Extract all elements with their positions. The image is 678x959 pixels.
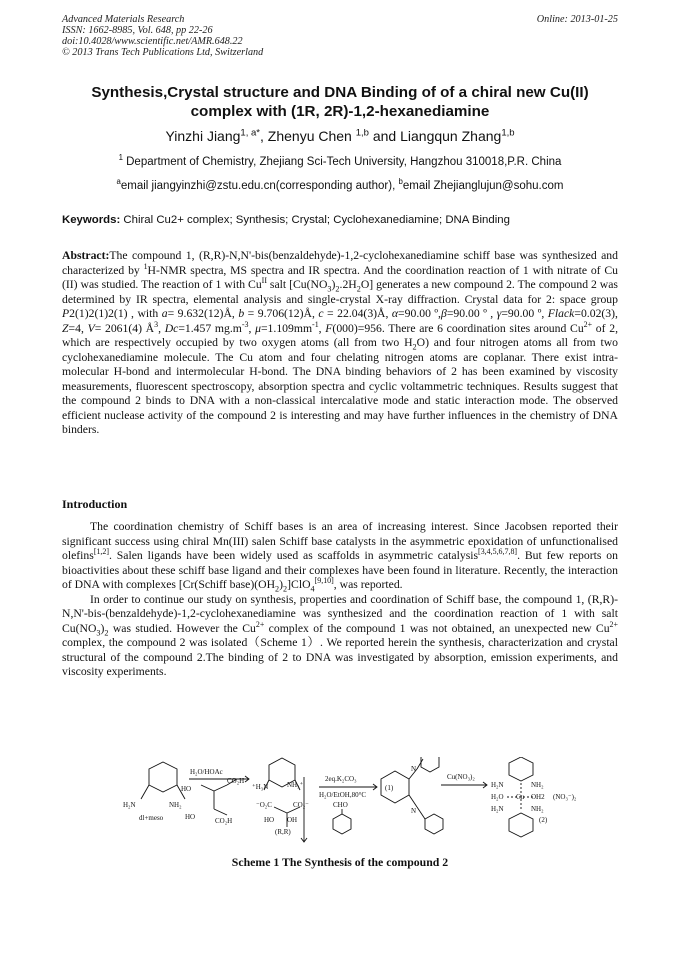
product-h2o: H₂O bbox=[491, 793, 504, 801]
abstract-text: ) bbox=[331, 278, 336, 291]
affiliation-sup: 1 bbox=[118, 153, 123, 163]
abstract-text: =0.02(3), bbox=[574, 307, 618, 320]
abstract-italic: b bbox=[238, 307, 245, 320]
intro-sub: 2 bbox=[104, 627, 109, 637]
label-co2h: CO₂H bbox=[227, 777, 245, 785]
abstract-text: (000)=956. There are 6 coordination sites around Cu bbox=[332, 321, 584, 335]
label-rr: (R,R) bbox=[275, 828, 291, 836]
abstract-text: =4, bbox=[68, 321, 88, 335]
intro-paragraph-2 bbox=[62, 593, 618, 680]
intro-text: The coordination chemistry of Schiff bases is an area of increasing interest. Since Jacobsen reported their significant success using chiral Mn(III) salen Schiff base catalysts in the asymmetric epoxidation of unfunctionalised olefins bbox=[62, 520, 618, 562]
abstract-text: =1.457 mg.m bbox=[178, 321, 242, 335]
abstract-text: O) and four nitrogen atoms all from two cyclohexanediamine molecule. The Cu atom and four chelating nitrogen atoms are coplanar. There exist intra-molecular H-bond and intermolecular H-bond. The DNA binding behaviors of 2 has been examined by viscosity measurements, fluorescent spectroscopy, absorption spectra and cyclic voltammetric techniques. Results suggest that the compound 2 binds to DNA with a non-classical intercalative mode and static interaction mode. The observed efficient nuclease activity of the compound 2 is interesting and may have further influences in the chemistry of DNA binders. bbox=[62, 336, 618, 436]
intro-sub: 3 bbox=[96, 627, 101, 637]
abstract-text: = 9.632(12)Å, bbox=[167, 307, 239, 320]
abstract-italic: a bbox=[161, 307, 168, 320]
email-a-sup: a bbox=[116, 177, 121, 187]
abstract-text: salt [Cu(NO bbox=[266, 278, 328, 291]
author-list bbox=[62, 128, 618, 144]
abstract-text: =1.109mm bbox=[260, 321, 313, 335]
intro-text: was studied. However the Cu bbox=[108, 621, 256, 635]
intro-sub: 2 bbox=[275, 584, 280, 594]
abstract-italic: β bbox=[440, 307, 447, 320]
compound-1-label: (1) bbox=[385, 784, 394, 792]
keywords-text: Chiral Cu2+ complex; Synthesis; Crystal; Cyclohexanediamine; DNA Binding bbox=[120, 214, 510, 226]
abstract-text: = 2061(4) Å bbox=[94, 321, 155, 335]
label-ho-salt: HO bbox=[264, 816, 275, 824]
abstract-sup: 2+ bbox=[583, 319, 593, 329]
abstract-text: H-NMR spectra, MS spectra and IR spectra. And the coordination reaction of 1 with nitrate of Cu (II) was studied. The reaction of 1 with Cu bbox=[62, 263, 619, 291]
citation: [9,10] bbox=[314, 576, 334, 586]
label-co2-minus: CO₂⁻ bbox=[293, 801, 309, 809]
intro-text: . Salen ligands have been widely used as scaffolds in asymmetric catalysis bbox=[109, 549, 479, 562]
label-nh2: NH₂ bbox=[169, 801, 182, 809]
label-nh3-a: ⁺H₃N bbox=[252, 783, 269, 791]
abstract-italic: γ bbox=[496, 307, 502, 320]
label-oh-salt: OH bbox=[287, 816, 298, 824]
intro-text: ) bbox=[100, 621, 105, 635]
abstract-text: 2(1)2(1)2(1) , with bbox=[69, 307, 162, 320]
abstract-text: = 22.04(3)Å, bbox=[323, 307, 392, 320]
reaction-1-condition: H₂O/HOAc bbox=[190, 768, 223, 776]
intro-text: ]ClO bbox=[287, 578, 311, 591]
author-2: , Zhenyu Chen bbox=[260, 128, 356, 144]
abstract-text: The compound 1, (R,R)-N,N'-bis(benzaldehyde)-1,2-cyclohexanediamine schiff base was synthesized and characterized by bbox=[62, 249, 618, 277]
intro-text: In order to continue our study on synthesis, properties and coordination of Schiff base, the compound 1, (R,R)-N,N'-bis-(benzaldehyde)-1,2-cyclohexanediamine was synthesized and the coordination reaction of 1 with salt Cu(NO bbox=[62, 592, 618, 635]
abstract-sup: II bbox=[261, 276, 267, 286]
abstract-text: =90.00 º , bbox=[446, 307, 497, 320]
author-3: and Liangqun Zhang bbox=[368, 128, 502, 144]
product-nitrate: (NO₃⁻)₂ bbox=[553, 793, 577, 801]
intro-text: . But few reports on bioactivities about these schiff base ligand and their complexes have been found in literature. Recently, the interaction of DNA with complexes [Cr(Schiff base)(OH bbox=[62, 549, 618, 591]
label-o2c: ⁻O₂C bbox=[256, 801, 272, 809]
abstract-text: =90.00 º, bbox=[501, 307, 548, 320]
label-co2h-2: CO₂H bbox=[215, 817, 233, 825]
intro-paragraph-1 bbox=[62, 520, 618, 593]
abstract-label: Abstract: bbox=[62, 249, 110, 262]
abstract-sup: -3 bbox=[241, 319, 249, 329]
product-nh2-2: NH₂ bbox=[531, 805, 544, 813]
phenyl-ring-bottom bbox=[425, 814, 443, 834]
abstract-italic: Dc bbox=[164, 321, 179, 335]
affiliation-text: Department of Chemistry, Zhejiang Sci-Tech University, Hangzhou 310018,P.R. China bbox=[122, 156, 562, 168]
abstract-text: .2H bbox=[339, 278, 357, 291]
benzaldehyde-ring bbox=[333, 814, 351, 834]
abstract-text: , bbox=[158, 321, 165, 335]
synthesis-scheme bbox=[119, 757, 579, 855]
intro-text: , was reported. bbox=[333, 578, 403, 591]
introduction-body bbox=[62, 520, 618, 680]
abstract-sub: 2 bbox=[335, 284, 340, 294]
abstract-text: =90.00 º, bbox=[398, 307, 441, 320]
introduction-heading: Introduction bbox=[62, 497, 128, 511]
affiliation bbox=[62, 153, 618, 168]
intro-sup: 2+ bbox=[609, 619, 618, 629]
abstract-italic: Z bbox=[62, 321, 69, 335]
reaction-2-condition-1: 2eq.K₂CO₃ bbox=[325, 775, 357, 783]
keywords bbox=[62, 214, 618, 226]
product-oh2: OH2 bbox=[531, 793, 545, 801]
cyclohexane-ring-top bbox=[509, 757, 533, 781]
reaction-2-condition-2: H₂O/EtOH,80°C bbox=[319, 791, 367, 799]
author-1-sup: 1, a* bbox=[240, 127, 260, 139]
citation: [1,2] bbox=[93, 547, 110, 557]
label-cho: CHO bbox=[333, 801, 348, 809]
title-line-1: Synthesis,Crystal structure and DNA Binding of of a chiral new Cu(II) bbox=[91, 84, 589, 101]
abstract-sub: 2 bbox=[356, 284, 361, 294]
citation: [3,4,5,6,7,8] bbox=[478, 547, 518, 557]
product-cu: Cu bbox=[516, 793, 525, 801]
abstract-sup: 3 bbox=[154, 319, 159, 329]
reaction-3-condition: Cu(NO₃)₂ bbox=[447, 773, 475, 781]
intro-sup: 2+ bbox=[255, 619, 265, 629]
phenyl-ring-top bbox=[421, 757, 439, 772]
abstract-text: = 9.706(12)Å, bbox=[244, 307, 319, 320]
abstract-text: , bbox=[248, 321, 256, 335]
abstract-sub: 2 bbox=[412, 342, 417, 352]
intro-text: complex of the compound 1 was not obtained, an unexpected new Cu bbox=[264, 621, 610, 635]
cyclohexane-ring-bottom bbox=[509, 813, 533, 837]
abstract-italic: P bbox=[62, 307, 70, 320]
issn: ISSN: 1662-8985, Vol. 648, pp 22-26 bbox=[62, 25, 213, 36]
label-ho: HO bbox=[181, 785, 192, 793]
copyright: © 2013 Trans Tech Publications Ltd, Switzerland bbox=[62, 47, 264, 58]
intro-sub: 4 bbox=[310, 584, 315, 594]
intro-text: ) bbox=[279, 578, 284, 591]
abstract-text: of 2, which are respectively occupied by two oxygen atoms (all from two H bbox=[62, 321, 618, 349]
abstract-sup: -1 bbox=[312, 319, 319, 329]
online-date: Online: 2013-01-25 bbox=[536, 14, 618, 25]
intro-text: complex, the compound 2 was isolated（Scheme 1）. We reported herein the synthesis, characterization and crystal structural of the compound 2.The binding of 2 to DNA was investigated by absorption, emission experiments, and viscosity experiments. bbox=[62, 636, 618, 678]
product-nh2: NH₂ bbox=[531, 781, 544, 789]
label-ho-2: HO bbox=[185, 813, 196, 821]
label-n-top: N bbox=[411, 765, 417, 773]
email-a: email jiangyinzhi@zstu.edu.cn(corresponding author), bbox=[120, 180, 399, 192]
email-b: email Zhejianglujun@sohu.com bbox=[402, 180, 564, 192]
scheme-caption: Scheme 1 The Synthesis of the compound 2 bbox=[231, 855, 449, 869]
author-3-sup: 1,b bbox=[501, 127, 515, 139]
label-n-bottom: N bbox=[411, 807, 417, 815]
journal-name: Advanced Materials Research bbox=[62, 14, 185, 25]
abstract-italic: V bbox=[87, 321, 95, 335]
paper-title bbox=[62, 83, 618, 121]
abstract-text: O] generates a new compound 2. The compound 2 was determined by IR spectra, elemental analysis and single-crystal X-ray diffraction. Crystal data for 2: space group bbox=[62, 278, 618, 306]
emails bbox=[62, 177, 618, 192]
abstract bbox=[62, 249, 618, 438]
doi: doi:10.4028/www.scientific.net/AMR.648.22 bbox=[62, 36, 243, 47]
abstract-italic: α bbox=[391, 307, 399, 320]
abstract-italic: c bbox=[318, 307, 324, 320]
cyclohexane-ring-start bbox=[149, 762, 177, 792]
abstract-italic: Flack bbox=[547, 307, 575, 320]
abstract-italic: μ bbox=[255, 321, 261, 335]
email-b-sup: b bbox=[398, 177, 403, 187]
label-dl-meso: dl+meso bbox=[139, 814, 164, 822]
compound-2-label: (2) bbox=[539, 816, 548, 824]
label-nh3-b: NH₃⁺ bbox=[287, 781, 304, 789]
abstract-sup: 1 bbox=[143, 261, 148, 271]
keywords-label: Keywords: bbox=[62, 214, 121, 226]
abstract-sub: 3 bbox=[327, 284, 332, 294]
product-h2n: H₂N bbox=[491, 781, 504, 789]
title-line-2: complex with (1R, 2R)-1,2-hexanediamine bbox=[190, 103, 490, 120]
product-h2n-2: H₂N bbox=[491, 805, 504, 813]
label-h2n: H₂N bbox=[123, 801, 136, 809]
author-1: Yinzhi Jiang bbox=[165, 128, 241, 144]
intro-sub: 2 bbox=[283, 584, 288, 594]
abstract-italic: F bbox=[325, 321, 333, 335]
journal-header bbox=[62, 14, 618, 58]
author-2-sup: 1,b bbox=[355, 127, 369, 139]
abstract-text: , bbox=[318, 321, 326, 335]
